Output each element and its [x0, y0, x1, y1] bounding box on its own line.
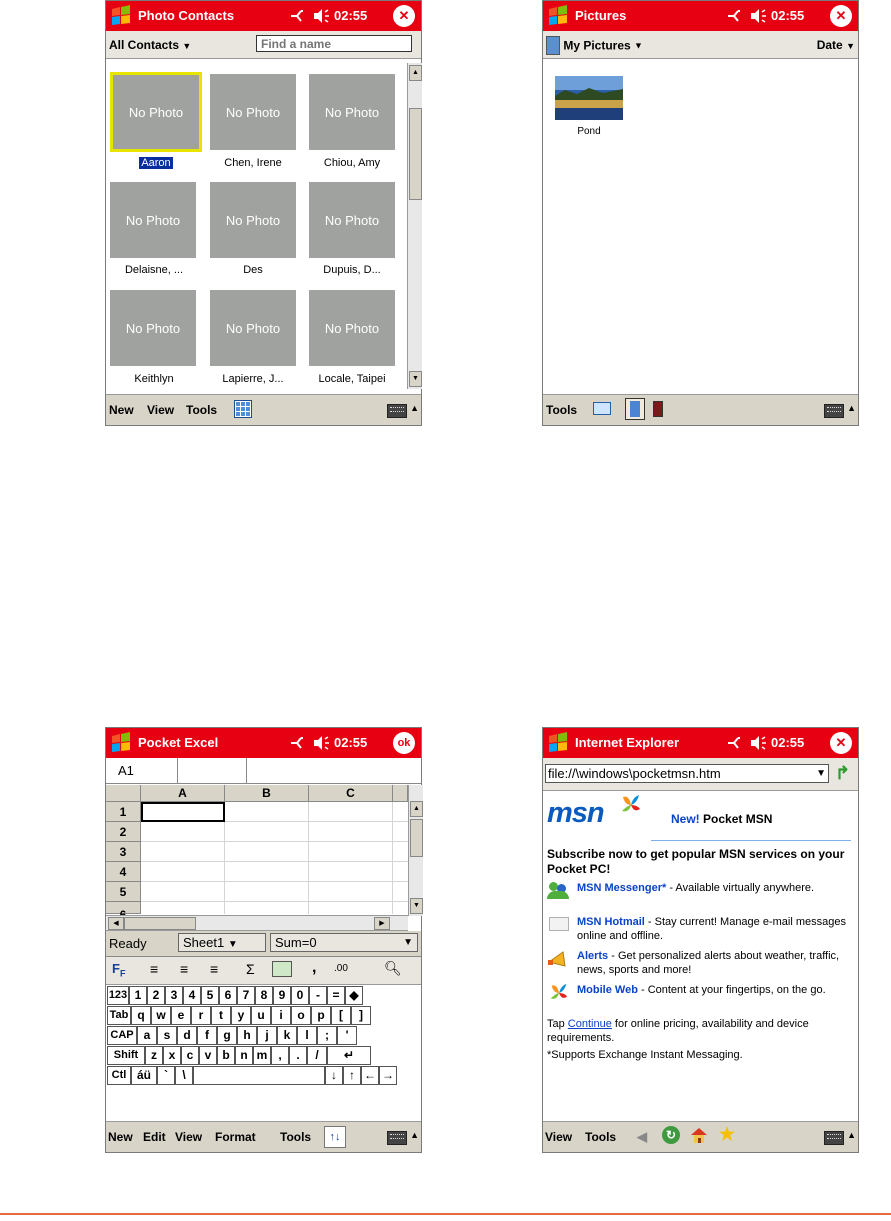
selected-contact-name: Aaron: [141, 157, 171, 169]
scroll-down-icon[interactable]: ▼: [410, 898, 423, 914]
menu-new[interactable]: New: [108, 1130, 133, 1144]
pictures-toolbar: [543, 31, 858, 59]
grid-view-icon[interactable]: [234, 400, 252, 418]
key-7[interactable]: 7: [237, 986, 255, 1005]
service-desc: - Content at your fingertips, on the go.: [637, 984, 826, 996]
menu-new[interactable]: New: [109, 403, 134, 417]
chevron-down-icon: ▼: [227, 939, 238, 950]
key-0[interactable]: 0: [291, 986, 309, 1005]
key-k3[interactable]: \: [175, 1066, 193, 1085]
key-u[interactable]: u: [251, 1006, 271, 1025]
active-cell[interactable]: [141, 802, 225, 822]
ok-button[interactable]: ok: [393, 732, 415, 754]
sort-icon[interactable]: ↑↓: [324, 1126, 346, 1148]
msn-butterfly-icon: [619, 793, 643, 817]
clock[interactable]: 02:55: [771, 8, 805, 23]
contact-name: Locale, Taipei: [318, 373, 386, 385]
scroll-right-icon[interactable]: ▶: [374, 917, 390, 930]
scroll-thumb[interactable]: [124, 917, 196, 930]
scroll-left-icon[interactable]: ◀: [108, 917, 124, 930]
mobile-web-link[interactable]: Mobile Web: [577, 984, 638, 996]
sort-selector[interactable]: [817, 38, 855, 52]
status-text: Ready: [109, 936, 147, 951]
windows-start-icon[interactable]: [109, 4, 133, 28]
contact-photo: No Photo: [309, 74, 395, 150]
folder-label: My Pictures: [563, 38, 631, 53]
category-filter-label: All Contacts: [109, 38, 180, 52]
title-bar: [106, 1, 421, 31]
key-k[interactable]: k: [277, 1026, 297, 1045]
scroll-down-icon[interactable]: ▼: [409, 371, 422, 387]
key-5[interactable]: 5: [201, 986, 219, 1005]
contact-photo: No Photo: [110, 182, 196, 258]
category-filter[interactable]: [109, 38, 191, 52]
vertical-scrollbar[interactable]: [407, 63, 422, 389]
autocalc-selector[interactable]: [270, 933, 418, 952]
keyboard-icon[interactable]: [824, 1131, 844, 1145]
address-text: file://\windows\pocketmsn.htm: [548, 766, 721, 781]
connectivity-icon[interactable]: [288, 7, 306, 25]
align-left-icon[interactable]: ≡: [150, 961, 159, 977]
contact-photo: No Photo: [110, 290, 196, 366]
key-k9[interactable]: .: [289, 1046, 307, 1065]
key-k5[interactable]: ↓: [325, 1066, 343, 1085]
hotmail-icon: [549, 917, 569, 931]
row-header[interactable]: 2: [106, 822, 141, 842]
key-k13[interactable]: ◆: [345, 986, 363, 1005]
contact-name: [108, 157, 204, 169]
sheet-label: Sheet1: [183, 935, 225, 950]
contact-name: Des: [243, 264, 263, 276]
key-k6[interactable]: ↑: [343, 1066, 361, 1085]
key-8[interactable]: 8: [255, 986, 273, 1005]
pond-thumbnail: [555, 76, 623, 120]
folder-selector[interactable]: [546, 36, 643, 55]
msn-logo-text: msn: [547, 797, 604, 829]
windows-start-icon[interactable]: [546, 4, 570, 28]
key-shift[interactable]: Shift: [107, 1046, 145, 1065]
menu-view[interactable]: View: [175, 1130, 203, 1144]
column-header[interactable]: B: [225, 785, 309, 802]
key-g[interactable]: g: [217, 1026, 237, 1045]
key-r[interactable]: r: [191, 1006, 211, 1025]
contact-name: Delaisne, ...: [124, 264, 184, 276]
key-ctl[interactable]: Ctl: [107, 1066, 131, 1085]
address-input[interactable]: [545, 764, 829, 783]
select-all-corner[interactable]: [106, 785, 141, 802]
key-tab[interactable]: Tab: [107, 1006, 131, 1025]
service-desc: - Stay current! Manage e-mail messages online and offline.: [577, 916, 846, 942]
footnote: *Supports Exchange Instant Messaging.: [547, 1049, 743, 1061]
menu-tools[interactable]: Tools: [546, 403, 578, 417]
autosum-icon[interactable]: Σ: [246, 961, 255, 977]
key-123[interactable]: 123: [107, 986, 129, 1005]
key-n[interactable]: n: [235, 1046, 253, 1065]
keyboard-icon[interactable]: [824, 404, 844, 418]
title-bar: [543, 1, 858, 31]
sort-label: Date: [816, 38, 843, 52]
title-bar: [106, 728, 421, 758]
contact-photo: No Photo: [210, 290, 296, 366]
picture-item[interactable]: [555, 76, 623, 137]
key-k11[interactable]: -: [309, 986, 327, 1005]
close-icon[interactable]: ✕: [830, 732, 852, 754]
row-header[interactable]: 5: [106, 882, 141, 902]
autocalc-label: Sum=0: [275, 935, 317, 950]
cell-reference[interactable]: A1: [106, 758, 178, 783]
volume-icon[interactable]: [749, 7, 769, 25]
pocket-excel-screen: [105, 727, 422, 1153]
volume-icon[interactable]: [749, 734, 769, 752]
key-cap[interactable]: CAP: [107, 1026, 137, 1045]
tap-continue-text: [547, 1017, 847, 1045]
contact-name: Chiou, Amy: [323, 157, 381, 169]
key-q[interactable]: q: [131, 1006, 151, 1025]
chevron-down-icon: ▼: [182, 41, 192, 51]
scroll-thumb[interactable]: [410, 819, 423, 857]
menu-bar: [106, 1121, 421, 1152]
sheet-selector[interactable]: [178, 933, 266, 952]
scroll-up-icon[interactable]: ▲: [409, 65, 422, 81]
align-center-icon[interactable]: ≡: [180, 961, 189, 977]
menu-format[interactable]: Format: [215, 1130, 256, 1144]
chevron-down-icon: ▼: [403, 937, 413, 948]
column-header[interactable]: A: [141, 785, 225, 802]
menu-edit[interactable]: Edit: [143, 1130, 166, 1144]
connectivity-icon[interactable]: [725, 734, 743, 752]
slideshow-icon[interactable]: [593, 402, 611, 415]
key-k12[interactable]: ]: [351, 1006, 371, 1025]
menu-view[interactable]: View: [147, 403, 175, 417]
key-2[interactable]: 2: [147, 986, 165, 1005]
column-header[interactable]: C: [309, 785, 393, 802]
key-e[interactable]: e: [171, 1006, 191, 1025]
key-6[interactable]: 6: [219, 986, 237, 1005]
key-x[interactable]: x: [163, 1046, 181, 1065]
clock[interactable]: 02:55: [334, 735, 368, 750]
new-badge: New!: [671, 812, 700, 826]
alerts-icon: [547, 948, 571, 970]
menu-tools[interactable]: Tools: [280, 1130, 312, 1144]
volume-icon[interactable]: [312, 734, 332, 752]
service-desc: - Get personalized alerts about weather, traffic, news, sports and more!: [577, 950, 840, 976]
key-k8[interactable]: ,: [271, 1046, 289, 1065]
messenger-icon: [547, 880, 571, 902]
key-z[interactable]: z: [145, 1046, 163, 1065]
key-4[interactable]: 4: [183, 986, 201, 1005]
contact-photo: No Photo: [110, 72, 202, 152]
key-k8[interactable]: →: [379, 1066, 397, 1085]
menu-bar: [543, 394, 858, 425]
chevron-down-icon: ▼: [846, 41, 855, 51]
scroll-up-icon[interactable]: ▲: [410, 801, 423, 817]
key-1[interactable]: 1: [129, 986, 147, 1005]
input-panel-arrow-icon[interactable]: ▲: [410, 403, 419, 413]
key-k10[interactable]: /: [307, 1046, 327, 1065]
column-header[interactable]: [393, 785, 408, 802]
contact-name: Dupuis, D...: [323, 264, 381, 276]
picture-name: Pond: [577, 126, 601, 137]
app-title: Pictures: [575, 8, 627, 23]
scroll-thumb[interactable]: [409, 108, 422, 200]
app-title: Internet Explorer: [575, 735, 680, 750]
clock[interactable]: 02:55: [771, 735, 805, 750]
tap-prefix: Tap: [547, 1018, 568, 1030]
key-h[interactable]: h: [237, 1026, 257, 1045]
pictures-screen: [542, 0, 859, 426]
contact-photo: No Photo: [309, 182, 395, 258]
footer-rule: [0, 1213, 891, 1215]
contact-name: Lapierre, J...: [222, 373, 284, 385]
menu-tools[interactable]: Tools: [585, 1130, 617, 1144]
internet-explorer-screen: [542, 727, 859, 1153]
align-right-icon[interactable]: ≡: [210, 961, 219, 977]
windows-start-icon[interactable]: [546, 731, 570, 755]
row-header[interactable]: [106, 902, 141, 914]
key-j[interactable]: j: [257, 1026, 277, 1045]
key-v[interactable]: v: [199, 1046, 217, 1065]
connectivity-icon[interactable]: [288, 734, 306, 752]
contact-photo: No Photo: [210, 74, 296, 150]
horizontal-scrollbar[interactable]: [106, 915, 408, 931]
format-toolbar: [106, 957, 421, 985]
windows-start-icon[interactable]: [109, 731, 133, 755]
storage-card-icon[interactable]: [653, 401, 663, 417]
favorites-icon[interactable]: ★: [719, 1124, 736, 1144]
key-k10[interactable]: ;: [317, 1026, 337, 1045]
chart-icon[interactable]: [272, 961, 292, 977]
space-key[interactable]: [193, 1066, 325, 1085]
app-title: Photo Contacts: [138, 8, 235, 23]
device-pictures-icon[interactable]: [625, 398, 645, 420]
menu-bar: [106, 394, 421, 425]
formula-input[interactable]: [178, 758, 247, 783]
row-header[interactable]: 4: [106, 862, 141, 882]
key-k12[interactable]: =: [327, 986, 345, 1005]
mobile-web-icon: [547, 982, 571, 1004]
key-y[interactable]: y: [231, 1006, 251, 1025]
row-header[interactable]: 1: [106, 802, 141, 822]
key-w[interactable]: w: [151, 1006, 171, 1025]
key-b[interactable]: b: [217, 1046, 235, 1065]
key-o[interactable]: o: [291, 1006, 311, 1025]
msn-messenger-link[interactable]: MSN Messenger*: [577, 882, 667, 894]
find-name-input[interactable]: [256, 35, 412, 52]
input-panel-arrow-icon[interactable]: ▲: [847, 403, 856, 413]
key-k2[interactable]: `: [157, 1066, 175, 1085]
app-title: Pocket Excel: [138, 735, 219, 750]
vertical-scrollbar[interactable]: [408, 785, 423, 916]
address-bar: [543, 758, 858, 791]
key-k7[interactable]: ←: [361, 1066, 379, 1085]
contact-name: Chen, Irene: [224, 157, 282, 169]
msn-logo: [547, 797, 604, 830]
key-k1[interactable]: áü: [131, 1066, 157, 1085]
promo-heading: [671, 812, 772, 826]
row-header[interactable]: 3: [106, 842, 141, 862]
clock[interactable]: 02:55: [334, 8, 368, 23]
input-panel-arrow-icon[interactable]: ▲: [847, 1130, 856, 1140]
continue-link[interactable]: Continue: [567, 1018, 612, 1030]
tap-suffix: for online pricing, availability and device requirements.: [547, 1018, 809, 1044]
decimal-icon[interactable]: .00: [334, 963, 348, 974]
key-3[interactable]: 3: [165, 986, 183, 1005]
key-9[interactable]: 9: [273, 986, 291, 1005]
key-p[interactable]: p: [311, 1006, 331, 1025]
input-panel-arrow-icon[interactable]: ▲: [410, 1130, 419, 1140]
close-icon[interactable]: ✕: [830, 5, 852, 27]
font-icon[interactable]: $F_F$: [112, 961, 126, 979]
refresh-icon[interactable]: ↻: [662, 1126, 680, 1144]
connectivity-icon[interactable]: [725, 7, 743, 25]
key-k11[interactable]: ': [337, 1026, 357, 1045]
volume-icon[interactable]: [312, 7, 332, 25]
title-bar: [543, 728, 858, 758]
keyboard-icon[interactable]: [387, 404, 407, 418]
key-c[interactable]: c: [181, 1046, 199, 1065]
alerts-link[interactable]: Alerts: [577, 950, 609, 962]
contacts-toolbar: [106, 31, 421, 59]
subscribe-text: Subscribe now to get popular MSN services on your Pocket PC!: [547, 847, 845, 876]
key-f[interactable]: f: [197, 1026, 217, 1045]
key-t[interactable]: t: [211, 1006, 231, 1025]
back-icon[interactable]: ◀: [637, 1129, 647, 1144]
key-m[interactable]: m: [253, 1046, 271, 1065]
menu-tools[interactable]: Tools: [186, 403, 218, 417]
contact-photo: No Photo: [309, 290, 395, 366]
close-icon[interactable]: ✕: [393, 5, 415, 27]
heading-rule: [651, 840, 851, 841]
go-arrow-icon[interactable]: ↱: [835, 763, 851, 783]
service-desc: - Available virtually anywhere.: [666, 882, 815, 894]
photo-contacts-screen: [105, 0, 422, 426]
comma-style-icon[interactable]: ,: [312, 959, 317, 976]
key-d[interactable]: d: [177, 1026, 197, 1045]
keyboard-icon[interactable]: [387, 1131, 407, 1145]
key-k11[interactable]: [: [331, 1006, 351, 1025]
contact-photo: No Photo: [210, 182, 296, 258]
status-bar: [106, 931, 421, 957]
chevron-down-icon: ▼: [634, 40, 643, 51]
msn-hotmail-link[interactable]: MSN Hotmail: [577, 916, 645, 928]
menu-view[interactable]: View: [545, 1130, 573, 1144]
promo-title: Pocket MSN: [703, 812, 773, 826]
key-i[interactable]: i: [271, 1006, 291, 1025]
home-icon[interactable]: [690, 1126, 708, 1144]
key-s[interactable]: s: [157, 1026, 177, 1045]
chevron-down-icon[interactable]: ▼: [816, 768, 826, 779]
formula-bar: [106, 758, 421, 784]
key-k11[interactable]: ↵: [327, 1046, 371, 1065]
menu-bar: [543, 1121, 858, 1152]
key-l[interactable]: l: [297, 1026, 317, 1045]
pocketpc-folder-icon: [546, 36, 560, 55]
contact-name: Keithlyn: [134, 373, 174, 385]
key-a[interactable]: a: [137, 1026, 157, 1045]
zoom-icon[interactable]: 🔍︎: [384, 960, 402, 976]
